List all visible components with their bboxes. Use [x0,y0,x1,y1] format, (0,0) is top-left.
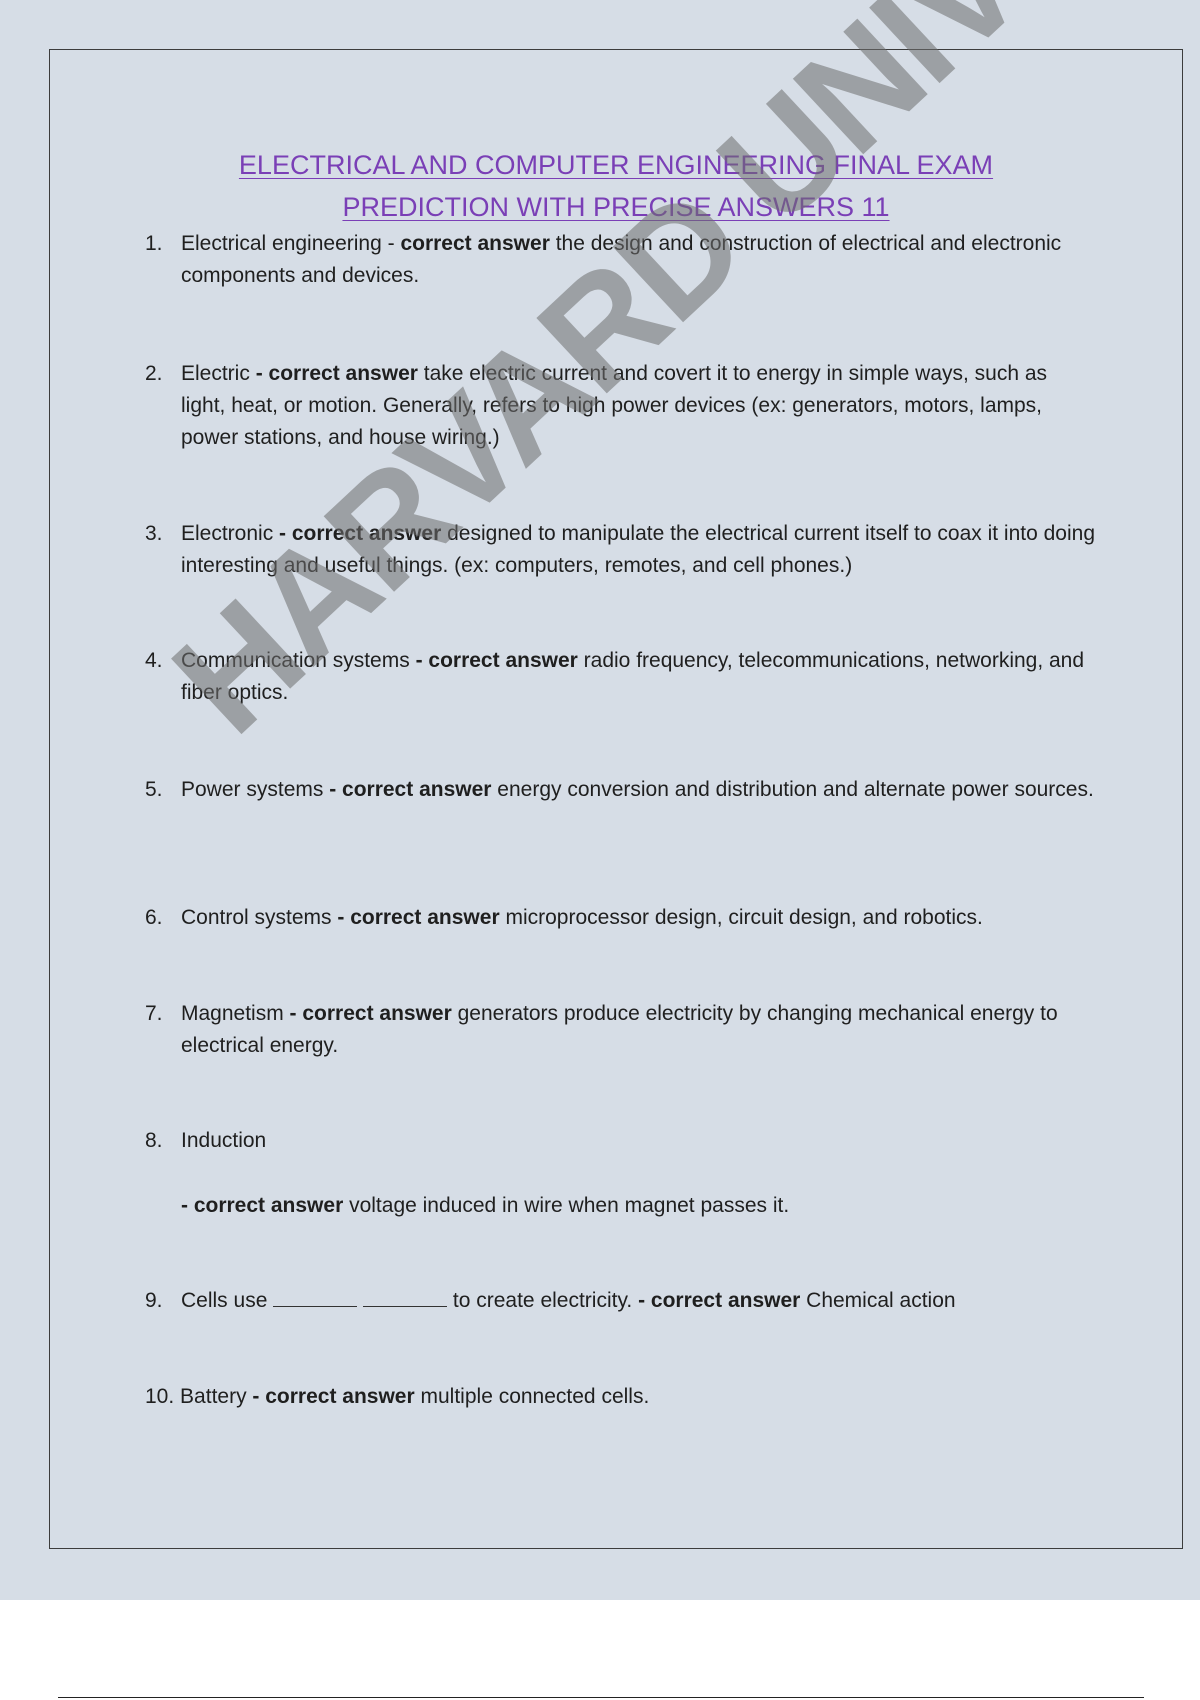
question-item [145,1381,1095,1413]
question-term: Electric [181,362,256,385]
question-number: 2. [145,362,163,385]
answer-blank [363,1288,447,1307]
question-term: Control systems [181,906,338,929]
footer-divider [58,1697,1144,1698]
title-line-2: PREDICTION WITH PRECISE ANSWERS 11 [342,192,890,222]
answer-label: correct answer [650,1289,801,1312]
question-number: 6. [145,906,163,929]
question-item [145,774,1095,806]
question-text: Control systems - correct answer microprocessor design, circuit design, and robotics. [181,906,983,929]
answer-label: correct answer [342,778,492,801]
question-text: Electrical engineering - correct answer the design and construction of electrical and electronic components and devices. [181,232,1062,287]
question-text: Power systems - correct answer energy conversion and distribution and alternate power sources. [181,778,1094,801]
question-term: Battery [180,1385,253,1408]
question-item [145,902,1095,934]
answer-text: designed to manipulate the electrical current itself to coax it into doing interesting and useful things. (ex: computers, remotes, and cell phones.) [181,522,1096,577]
answer-continuation: - correct answer voltage induced in wire when magnet passes it. [181,1194,790,1217]
answer-text: take electric current and covert it to energy in simple ways, such as light, heat, or motion. Generally, refers to high power devices (ex: generators, motors, lamps, power stations, and house wiring.) [181,362,1048,449]
question-item [145,358,1095,454]
question-term: Magnetism [181,1002,290,1025]
title-line-1: ELECTRICAL AND COMPUTER ENGINEERING FINAL EXAM [238,150,994,180]
question-number: 7. [145,1002,163,1025]
answer-label: correct answer [428,649,578,672]
answer-label: correct answer [302,1002,452,1025]
answer-label: correct answer [400,232,550,255]
question-text: 10. Battery - correct answer multiple connected cells. [145,1385,650,1408]
question-text: Cells use to create electricity. - correct answer Chemical action [181,1289,956,1312]
answer-label: correct answer [291,522,442,545]
question-item [145,228,1095,292]
answer-label: correct answer [265,1385,415,1408]
question-item [145,645,1095,709]
question-term: Power systems [181,778,330,801]
answer-text: microprocessor design, circuit design, and robotics. [499,906,983,929]
answer-text: energy conversion and distribution and alternate power sources. [491,778,1094,801]
question-number: 5. [145,778,163,801]
question-number: 3. [145,522,163,545]
question-term-end: to create electricity. [452,1289,639,1312]
answer-text: generators produce electricity by changing mechanical energy to electrical energy. [181,1002,1058,1057]
question-number: 8. [145,1129,163,1152]
answer-label: correct answer [268,362,418,385]
question-item [145,1285,1095,1317]
question-term-start: Cells use [181,1289,274,1312]
question-text: Magnetism - correct answer generators produce electricity by changing mechanical energy to electrical energy. [181,1002,1058,1057]
question-number: 1. [145,232,163,255]
answer-blank [273,1288,357,1307]
question-item [145,1125,1095,1157]
question-term: Electronic [181,522,280,545]
question-item [145,518,1095,582]
question-term: Induction [181,1129,267,1152]
answer-text: radio frequency, telecommunications, networking, and fiber optics. [181,649,1085,704]
question-number: 9. [145,1289,163,1312]
question-item [145,998,1095,1062]
answer-label: correct answer [193,1194,344,1217]
question-number: 4. [145,649,163,672]
question-text: Communication systems - correct answer radio frequency, telecommunications, networking, and fiber optics. [181,649,1085,704]
question-text: Electric - correct answer take electric current and covert it to energy in simple ways, such as light, heat, or motion. Generally, refers to high power devices (ex: generators, motors, lamps, power stations, and house wiring.) [181,362,1048,449]
answer-text: Chemical action [800,1289,956,1312]
answer-text: voltage induced in wire when magnet passes it. [343,1194,790,1217]
answer-label: correct answer [350,906,500,929]
question-term: Electrical engineering [181,232,388,255]
answer-text: the design and construction of electrical and electronic components and devices. [181,232,1062,287]
question-number: 10. [145,1385,175,1408]
question-term: Communication systems [181,649,416,672]
question-text: Electronic - correct answer designed to manipulate the electrical current itself to coax it into doing interesting and useful things. (ex: computers, remotes, and cell phones.) [181,522,1096,577]
answer-text: multiple connected cells. [414,1385,650,1408]
